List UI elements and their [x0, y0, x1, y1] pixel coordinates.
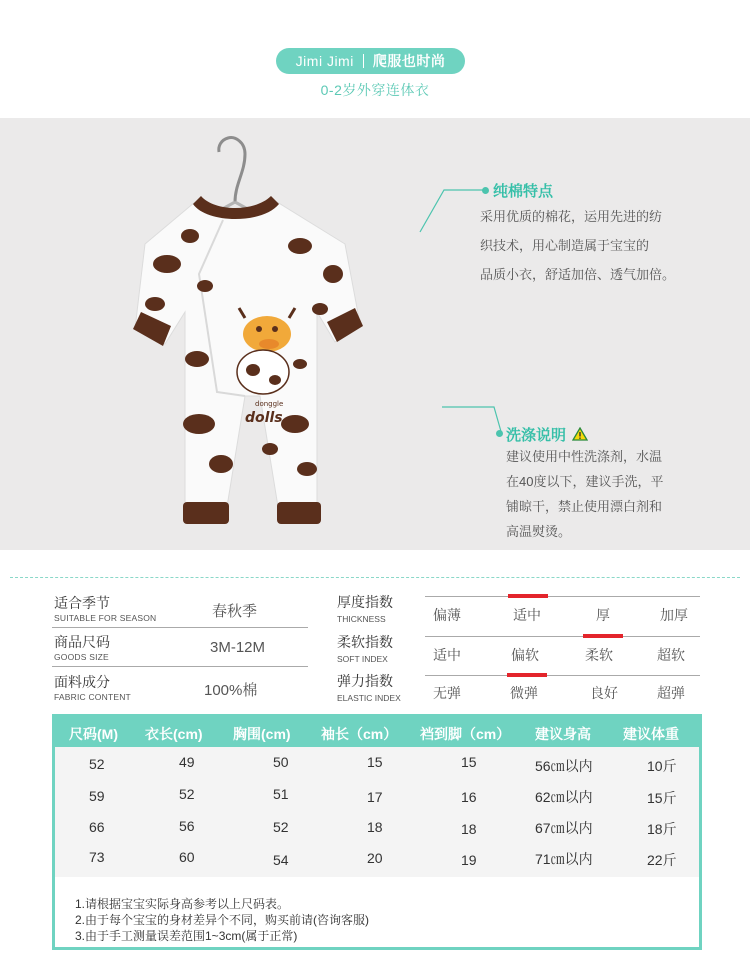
cotton-line: 织技术，用心制造属于宝宝的 — [480, 238, 650, 253]
washing-line: 建议使用中性洗涤剂，水温 — [506, 449, 663, 464]
table-cell: 10斤 — [647, 758, 677, 774]
cotton-feature-text — [480, 202, 675, 289]
print-brand: donggle — [255, 400, 284, 408]
size-table-body — [55, 747, 699, 877]
table-cell: 22斤 — [647, 852, 677, 868]
table-cell: 71㎝以内 — [535, 851, 593, 867]
product-subtitle: 0-2岁外穿连体衣 — [320, 82, 430, 98]
print-word: dolls — [245, 410, 283, 426]
table-cell: 18 — [461, 821, 477, 837]
attr-fabric — [52, 669, 308, 707]
brand-slogan: 爬服也时尚 — [372, 53, 446, 69]
scale-label-en: SOFT INDEX — [337, 654, 388, 664]
attr-label: 适合季节 — [54, 595, 110, 611]
thickness-scale-line — [425, 596, 700, 597]
table-cell: 17 — [367, 789, 383, 805]
size-table-header — [55, 717, 699, 747]
attr-value: 春秋季 — [212, 603, 258, 620]
scale-label-zh: 柔软指数 — [337, 634, 393, 650]
table-header-cell: 建议体重 — [623, 726, 679, 742]
table-cell: 18斤 — [647, 821, 677, 837]
washing-feature-title — [506, 424, 588, 445]
thickness-label — [337, 592, 393, 624]
table-header-cell: 建议身高 — [535, 726, 591, 742]
attr-season — [52, 590, 308, 628]
table-header-cell: 衣长(cm) — [145, 726, 203, 742]
table-cell: 16 — [461, 789, 477, 805]
attr-label-en: SUITABLE FOR SEASON — [54, 613, 157, 623]
table-cell: 73 — [89, 849, 105, 865]
washing-title-text: 洗涤说明 — [506, 427, 567, 444]
thickness-marker — [508, 594, 548, 598]
dashed-divider — [10, 577, 740, 578]
scale-label-zh: 弹力指数 — [337, 673, 393, 689]
table-cell: 67㎝以内 — [535, 820, 593, 836]
table-cell: 56㎝以内 — [535, 758, 593, 774]
cotton-dot — [482, 187, 489, 194]
table-header-cell: 尺码(M) — [69, 726, 118, 742]
table-cell: 15斤 — [647, 790, 677, 806]
table-cell: 52 — [89, 756, 105, 772]
table-cell: 50 — [273, 754, 289, 770]
cotton-feature-title: 纯棉特点 — [493, 183, 554, 200]
table-cell: 20 — [367, 850, 383, 866]
scale-option-selected: 适中 — [513, 607, 541, 623]
attr-size — [52, 629, 308, 667]
table-cell: 54 — [273, 852, 289, 868]
brand-pill — [276, 48, 465, 74]
scale-option-selected: 微弹 — [510, 685, 538, 701]
table-cell: 15 — [461, 754, 477, 770]
table-cell: 18 — [367, 819, 383, 835]
table-cell: 51 — [273, 786, 289, 802]
scale-option: 无弹 — [433, 685, 461, 701]
table-cell: 59 — [89, 788, 105, 804]
washing-line: 高温熨烫。 — [506, 524, 572, 539]
scale-label-en: ELASTIC INDEX — [337, 693, 401, 703]
table-cell: 56 — [179, 818, 195, 834]
brand-name: Jimi Jimi — [295, 53, 354, 69]
table-cell: 15 — [367, 754, 383, 770]
elastic-marker — [507, 673, 547, 677]
size-note: 3.由于手工测量误差范围1~3cm(属于正常) — [75, 929, 298, 943]
scale-label-zh: 厚度指数 — [337, 594, 393, 610]
table-header-cell: 袖长（cm） — [321, 726, 398, 742]
attr-value: 100%棉 — [204, 682, 258, 699]
attr-label: 商品尺码 — [54, 634, 110, 650]
product-photo-band — [0, 118, 750, 550]
cotton-line: 品质小衣，舒适加倍、透气加倍。 — [480, 267, 676, 282]
table-cell: 60 — [179, 849, 195, 865]
attr-value: 3M-12M — [210, 639, 266, 656]
brand-separator — [363, 54, 364, 68]
soft-scale-line — [425, 636, 700, 637]
scale-option: 加厚 — [660, 607, 688, 623]
soft-marker — [583, 634, 623, 638]
table-cell: 19 — [461, 852, 477, 868]
table-cell: 66 — [89, 819, 105, 835]
scale-option: 超软 — [657, 647, 685, 663]
scale-option: 适中 — [433, 647, 461, 663]
table-cell: 52 — [179, 786, 195, 802]
scale-option: 超弹 — [657, 685, 685, 701]
scale-option: 良好 — [590, 685, 618, 701]
attr-label-en: FABRIC CONTENT — [54, 692, 131, 702]
romper-image — [95, 124, 375, 544]
size-note: 1.请根据宝宝实际身高参考以上尺码表。 — [75, 897, 290, 911]
washing-feature-text — [506, 444, 663, 544]
cotton-leader-line — [418, 184, 488, 234]
table-cell: 62㎝以内 — [535, 789, 593, 805]
elastic-label — [337, 671, 401, 703]
size-chart — [52, 714, 702, 950]
scale-option: 偏软 — [511, 647, 539, 663]
scale-option-selected: 柔软 — [585, 647, 613, 663]
table-cell: 52 — [273, 819, 289, 835]
attr-label-en: GOODS SIZE — [54, 652, 109, 662]
cotton-line: 采用优质的棉花，运用先进的纺 — [480, 209, 663, 224]
soft-label — [337, 632, 393, 664]
scale-option: 厚 — [596, 607, 610, 623]
attr-label: 面料成分 — [54, 674, 110, 690]
washing-dot — [496, 430, 503, 437]
elastic-scale-line — [425, 675, 700, 676]
table-cell: 49 — [179, 754, 195, 770]
warning-icon — [572, 427, 588, 441]
size-note: 2.由于每个宝宝的身材差异个不同，购买前请(咨询客服) — [75, 913, 370, 927]
scale-option: 偏薄 — [433, 607, 461, 623]
washing-line: 在40度以下，建议手洗，平 — [506, 474, 664, 489]
table-header-cell: 胸围(cm) — [233, 726, 291, 742]
scale-label-en: THICKNESS — [337, 614, 386, 624]
table-header-cell: 裆到脚（cm） — [420, 726, 511, 742]
washing-line: 铺晾干，禁止使用漂白剂和 — [506, 499, 663, 514]
